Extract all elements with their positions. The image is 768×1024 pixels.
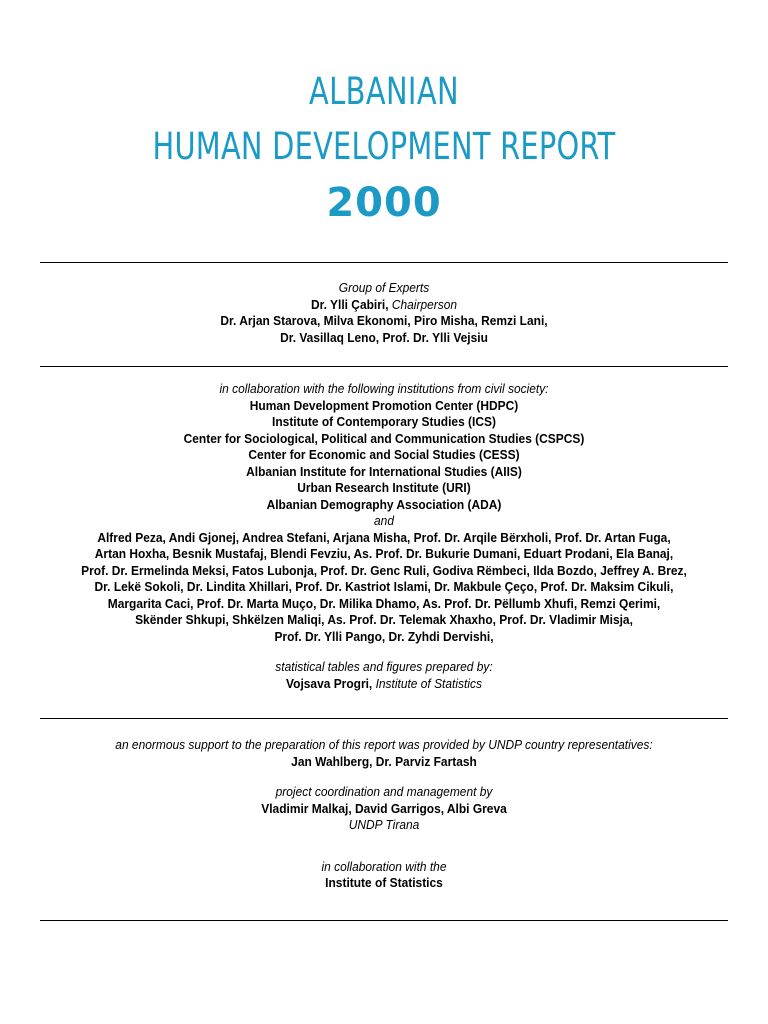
coordination-org: UNDP Tirana <box>348 817 420 832</box>
coordination-intro: project coordination and management by <box>275 784 493 799</box>
contributors-line: Prof. Dr. Ermelinda Meksi, Fatos Lubonja, Prof. Dr. Genc Ruli, Godiva Rëmbeci, Ilda Bozdo, Jeffrey A. Brez, <box>81 562 687 578</box>
chair-name: Dr. Ylli Çabiri, <box>310 296 389 312</box>
title-year: 2000 <box>326 180 442 226</box>
institution-item: Center for Economic and Social Studies (CESS) <box>248 447 520 462</box>
chair-role: Chairperson <box>391 296 458 312</box>
contributors-line: Alfred Peza, Andi Gjonej, Andrea Stefani, Arjana Misha, Prof. Dr. Arqile Bërxholi, Prof. Dr. Artan Fuga, <box>97 529 671 545</box>
experts-members-line: Dr. Arjan Starova, Milva Ekonomi, Piro Misha, Remzi Lani, <box>220 313 548 328</box>
contributors-line: Dr. Lekë Sokoli, Dr. Lindita Xhillari, Prof. Dr. Kastriot Islami, Dr. Makbule Çeço, Prof. Dr. Maksim Cikuli, <box>94 579 674 594</box>
support-intro: an enormous support to the preparation of this report was provided by UNDP country representatives: <box>115 737 653 752</box>
section-spacer <box>20 834 748 848</box>
section-spacer <box>20 645 748 659</box>
collaboration-section <box>20 381 748 692</box>
final-collaboration-intro: in collaboration with the <box>321 858 447 874</box>
institution-item: Albanian Institute for International Studies (AIIS) <box>246 463 522 479</box>
contributors-line: Margarita Caci, Prof. Dr. Marta Muço, Dr. Milika Dhamo, As. Prof. Dr. Pëllumb Xhufi, Remzi Qerimi, <box>107 595 661 611</box>
divider-rule <box>40 718 728 719</box>
experts-members-line: Dr. Vasillaq Leno, Prof. Dr. Ylli Vejsiu <box>280 329 488 345</box>
experts-heading: Group of Experts <box>338 280 430 295</box>
institution-item: Human Development Promotion Center (HDPC) <box>249 397 519 413</box>
title-report-name: HUMAN DEVELOPMENT REPORT <box>152 125 616 168</box>
final-collaboration-org: Institute of Statistics <box>325 875 443 890</box>
chairperson-line <box>49 297 719 314</box>
stats-credit-line <box>49 676 719 693</box>
divider-rule <box>40 366 728 367</box>
institution-item: Albanian Demography Association (ADA) <box>266 496 502 512</box>
title-country: ALBANIAN <box>309 70 459 113</box>
section-spacer <box>20 770 748 784</box>
stats-org: Institute of Statistics <box>375 675 482 691</box>
contributors-line: Skënder Shkupi, Shkëlzen Maliqi, As. Prof. Dr. Telemak Xhaxho, Prof. Dr. Vladimir Misja, <box>135 612 633 627</box>
divider-rule <box>40 920 728 921</box>
support-names: Jan Wahlberg, Dr. Parviz Fartash <box>291 753 477 769</box>
experts-section <box>20 280 748 346</box>
institution-item: Institute of Contemporary Studies (ICS) <box>272 414 496 429</box>
contributors-line: Artan Hoxha, Besnik Mustafaj, Blendi Fevziu, As. Prof. Dr. Bukurie Dumani, Eduart Prodani, Ela Banaj, <box>94 546 674 561</box>
divider-rule <box>40 262 728 263</box>
coordination-names: Vladimir Malkaj, David Garrigos, Albi Greva <box>261 800 507 816</box>
contributors-line: Prof. Dr. Ylli Pango, Dr. Zyhdi Dervishi, <box>274 628 494 644</box>
stats-name: Vojsava Progri, <box>286 675 373 691</box>
stats-intro: statistical tables and figures prepared by: <box>275 659 493 674</box>
section-spacer <box>20 848 748 859</box>
institution-item: Urban Research Institute (URI) <box>297 480 471 495</box>
collaboration-intro: in collaboration with the following institutions from civil society: <box>219 381 549 396</box>
institution-item: Center for Sociological, Political and Communication Studies (CSPCS) <box>183 430 585 446</box>
support-section <box>20 737 748 892</box>
and-connector: and <box>374 513 394 528</box>
